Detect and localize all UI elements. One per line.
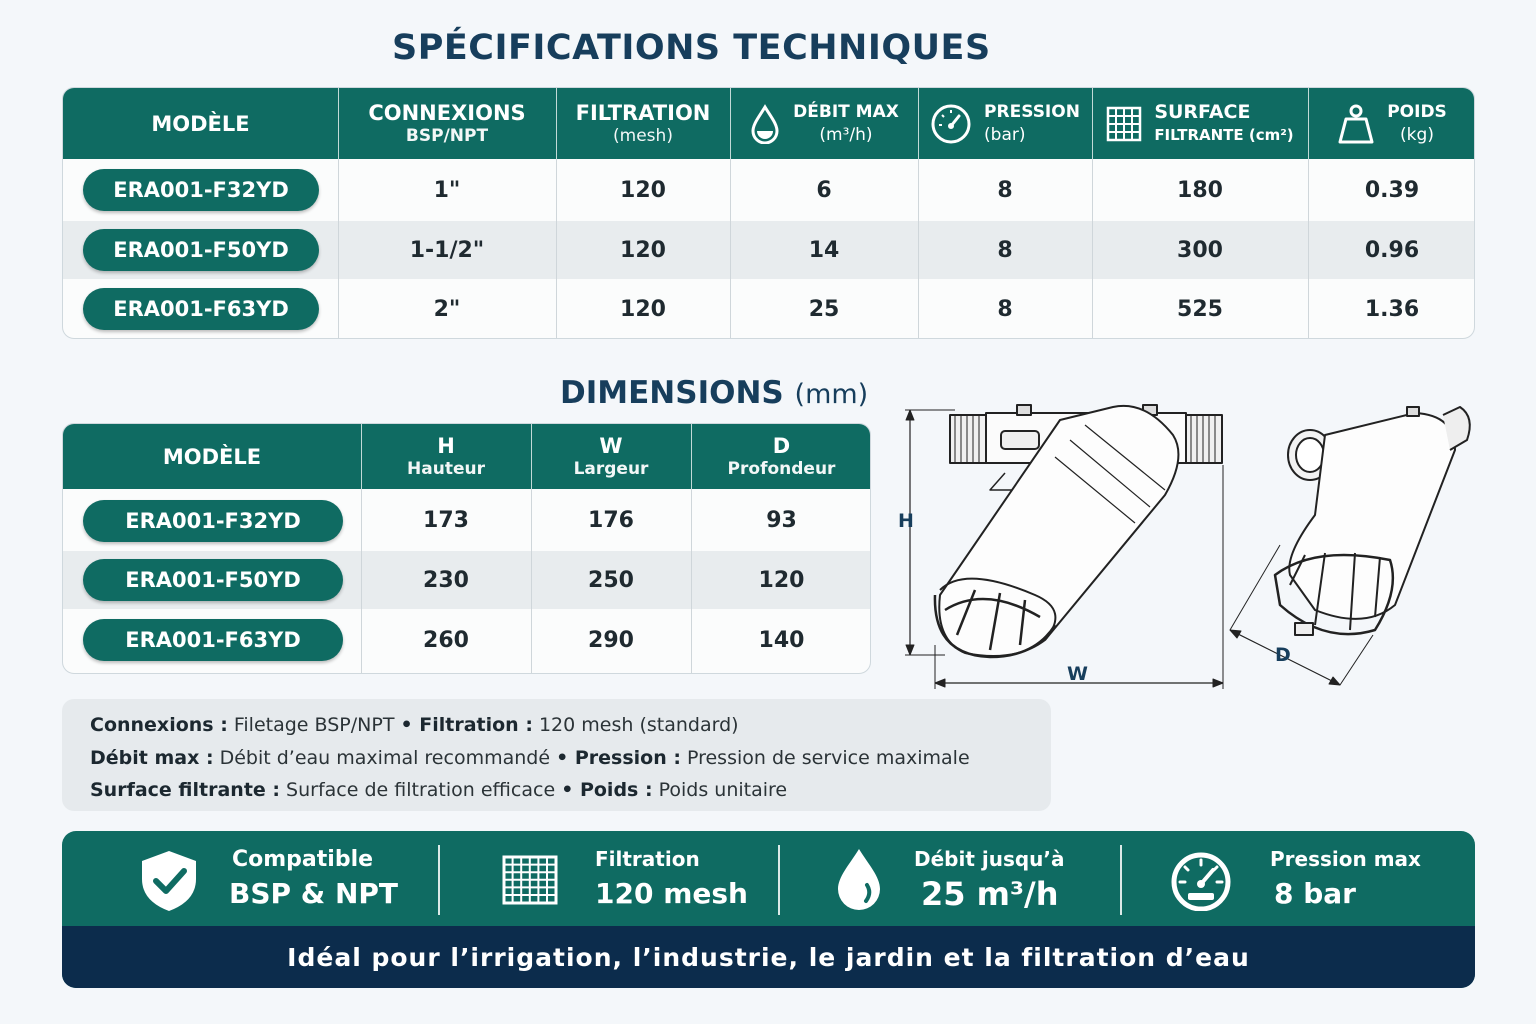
header-poids: POIDS (kg): [1308, 88, 1475, 159]
poids-value: 0.39: [1364, 177, 1420, 203]
tagline: Idéal pour l’irrigation, l’industrie, le jardin et la filtration d’eau: [62, 926, 1475, 988]
dimensions-title: DIMENSIONS (mm): [560, 375, 869, 411]
filtration-value: 120: [620, 237, 666, 263]
model-badge: ERA001-F50YD: [83, 229, 319, 271]
connexion-value: 1-1/2": [409, 237, 485, 263]
gauge-icon: [930, 103, 972, 145]
width-value: 250: [588, 567, 634, 593]
model-badge: ERA001-F32YD: [83, 169, 319, 211]
model-badge: ERA001-F63YD: [83, 288, 319, 330]
dimensions-table: [62, 423, 871, 674]
feature-filtration: Filtration 120 mesh: [440, 831, 778, 926]
depth-value: 93: [766, 507, 797, 533]
grid-mesh-icon: [502, 855, 558, 905]
water-drop-icon: [834, 847, 884, 911]
header-depth: D Profondeur: [727, 433, 836, 479]
feature-debit: Débit jusqu’à 25 m³/h: [780, 831, 1120, 926]
debit-value: 6: [816, 177, 832, 203]
page-title: SPÉCIFICATIONS TECHNIQUES: [392, 28, 991, 68]
surface-value: 300: [1177, 237, 1223, 263]
header-connexions: CONNEXIONS BSP/NPT: [368, 100, 526, 146]
poids-value: 1.36: [1364, 296, 1420, 322]
pression-value: 8: [997, 237, 1013, 263]
weight-icon: [1337, 103, 1375, 145]
gauge-icon: [1168, 851, 1234, 911]
width-label: W: [1067, 663, 1088, 685]
legend-notes: [62, 699, 1051, 811]
height-label: H: [898, 510, 914, 532]
notes-line: Connexions : Filetage BSP/NPT • Filtration : 120 mesh (standard): [90, 714, 739, 736]
debit-value: 25: [808, 296, 840, 322]
dimension-row: [63, 489, 870, 551]
feature-pression: Pression max 8 bar: [1122, 831, 1475, 926]
poids-value: 0.96: [1364, 237, 1420, 263]
width-value: 176: [588, 507, 634, 533]
surface-value: 180: [1177, 177, 1223, 203]
spec-row: [63, 221, 1474, 279]
header-surface: SURFACE FILTRANTE (cm²): [1092, 88, 1308, 159]
pression-value: 8: [997, 296, 1013, 322]
model-badge: ERA001-F50YD: [83, 559, 343, 601]
depth-value: 120: [758, 567, 805, 593]
header-height: H Hauteur: [407, 433, 485, 479]
grid-mesh-icon: [1106, 106, 1142, 142]
notes-line: Surface filtrante : Surface de filtration efficace • Poids : Poids unitaire: [90, 779, 788, 801]
surface-value: 525: [1177, 296, 1223, 322]
debit-value: 14: [808, 237, 840, 263]
height-value: 173: [423, 507, 469, 533]
filtration-value: 120: [620, 296, 666, 322]
feature-compatibility: Compatible BSP & NPT: [62, 831, 439, 926]
header-filtration: FILTRATION (mesh): [575, 100, 711, 146]
header-width: W Largeur: [573, 433, 649, 479]
header-model: MODÈLE: [162, 444, 262, 469]
header-model: MODÈLE: [151, 111, 250, 136]
header-pression: PRESSION (bar): [918, 88, 1092, 159]
height-value: 260: [423, 627, 469, 653]
model-badge: ERA001-F63YD: [83, 619, 343, 661]
height-value: 230: [423, 567, 469, 593]
spec-row: [63, 279, 1474, 339]
dimension-row: [63, 609, 870, 674]
notes-line: Débit max : Débit d’eau maximal recommandé • Pression : Pression de service maximale: [90, 746, 970, 769]
depth-value: 140: [758, 627, 805, 653]
width-value: 290: [588, 627, 634, 653]
pression-value: 8: [997, 177, 1013, 203]
connexion-value: 1": [433, 177, 461, 203]
spec-table: [62, 87, 1475, 339]
connexion-value: 2": [433, 296, 461, 322]
shield-check-icon: [138, 849, 200, 913]
features-banner: [62, 831, 1475, 988]
filtration-value: 120: [620, 177, 666, 203]
water-drop-icon: [749, 104, 781, 144]
model-badge: ERA001-F32YD: [83, 500, 343, 542]
spec-row: [63, 159, 1474, 221]
header-debit: DÉBIT MAX (m³/h): [730, 88, 918, 159]
dimension-row: [63, 551, 870, 609]
depth-label: D: [1275, 644, 1291, 666]
filter-technical-drawing: [895, 395, 1495, 695]
